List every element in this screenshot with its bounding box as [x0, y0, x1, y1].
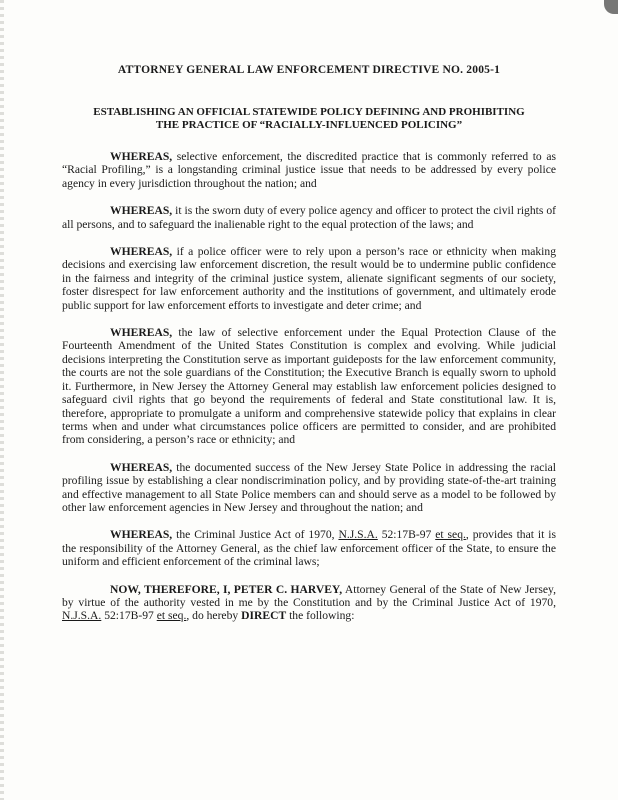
statute-citation: N.J.S.A. [338, 528, 378, 542]
paragraph-text: , do hereby [186, 609, 242, 623]
whereas-lead: WHEREAS, [110, 326, 173, 340]
whereas-lead: WHEREAS, [110, 204, 173, 218]
whereas-lead: WHEREAS, [110, 528, 173, 542]
paragraph-text: the following: [286, 609, 355, 623]
whereas-paragraph-2 [62, 204, 556, 231]
scan-corner-artifact [604, 0, 618, 14]
paragraph-text: it is the sworn duty of every police agency and officer to protect the civil rights of all persons, and to safeguard the inalienable right to the equal protection of the laws; and [62, 204, 556, 231]
paragraph-text: the documented success of the New Jersey State Police in addressing the racial profiling issue by establishing a clear nondiscrimination policy, and by providing state-of-the-art training and effective management to all State Police members can and should serve as a model to be followed by other law enforcement agencies in New Jersey and throughout the nation; and [62, 460, 556, 514]
whereas-paragraph-6 [62, 528, 556, 568]
document-body [62, 64, 556, 637]
paragraph-text: the law of selective enforcement under the Equal Protection Clause of the Fourteenth Amendment of the United States Constitution is complex and evolving. While judicial decisions interpreting the Constitution serve as important guideposts for the law enforcement community, the courts are not the sole guardians of the Constitution; the Executive Branch is equally sworn to uphold it. Furthermore, in New Jersey the Attorney General may establish law enforcement policies designed to safeguard civil rights that go beyond the requirements of federal and State constitutional law. It is, therefore, appropriate to promulgate a uniform and comprehensive statewide policy that explains in clear terms when and under what circumstances police officers are permitted to consider, and are prohibited from considering, a person’s race or ethnicity; and [62, 326, 556, 447]
paragraph-text: 52:17B-97 [377, 528, 436, 542]
whereas-paragraph-3 [62, 245, 556, 312]
whereas-paragraph-4 [62, 326, 556, 447]
paragraph-text: selective enforcement, the discredited practice that is commonly referred to as “Racial Profiling,” is a longstanding criminal justice issue that needs to be addressed by every police agency in every jurisdiction throughout the nation; and [62, 150, 556, 190]
paragraph-text: 52:17B-97 [101, 609, 157, 623]
whereas-paragraph-1 [62, 150, 556, 190]
scan-edge-artifact [0, 0, 4, 800]
direct-keyword: DIRECT [241, 609, 287, 623]
directive-title: ATTORNEY GENERAL LAW ENFORCEMENT DIRECTIVE NO. 2005-1 [117, 64, 501, 76]
whereas-lead: WHEREAS, [110, 245, 173, 259]
et-seq-citation: et seq. [156, 609, 187, 623]
whereas-lead: WHEREAS, [110, 150, 173, 163]
statute-citation: N.J.S.A. [62, 609, 102, 623]
whereas-lead: WHEREAS, [110, 460, 173, 474]
whereas-paragraph-5 [62, 461, 556, 515]
paragraph-text: if a police officer were to rely upon a person’s race or ethnicity when making decisions and exercising law enforcement discretion, the result would be to undermine public confidence in the fairness and integrity of the criminal justice system, alienate significant segments of our society, foster disrespect for law enforcement authority and the institutions of government, and ultimately erode public support for law enforcement efforts to investigate and deter crime; and [62, 245, 556, 312]
directive-subject [62, 106, 556, 132]
et-seq-citation: et seq. [435, 528, 466, 542]
subject-line-2: THE PRACTICE OF “RACIALLY-INFLUENCED POLICING” [155, 119, 463, 131]
paragraph-text: the Criminal Justice Act of 1970, [172, 528, 339, 542]
paragraph-text: , provides that it is the responsibility of the Attorney General, as the chief law enforcement officer of the State, to ensure the uniform and efficient enforcement of the criminal laws; [62, 528, 556, 569]
now-therefore-paragraph [62, 583, 556, 623]
paragraph-text: Attorney General of the State of New Jersey, by virtue of the authority vested in me by the Constitution and by the Criminal Justice Act of 1970, [62, 582, 556, 609]
now-therefore-lead: NOW, THEREFORE, I, PETER C. HARVEY, [110, 582, 343, 596]
subject-line-1: ESTABLISHING AN OFFICIAL STATEWIDE POLICY DEFINING AND PROHIBITING [93, 106, 525, 118]
